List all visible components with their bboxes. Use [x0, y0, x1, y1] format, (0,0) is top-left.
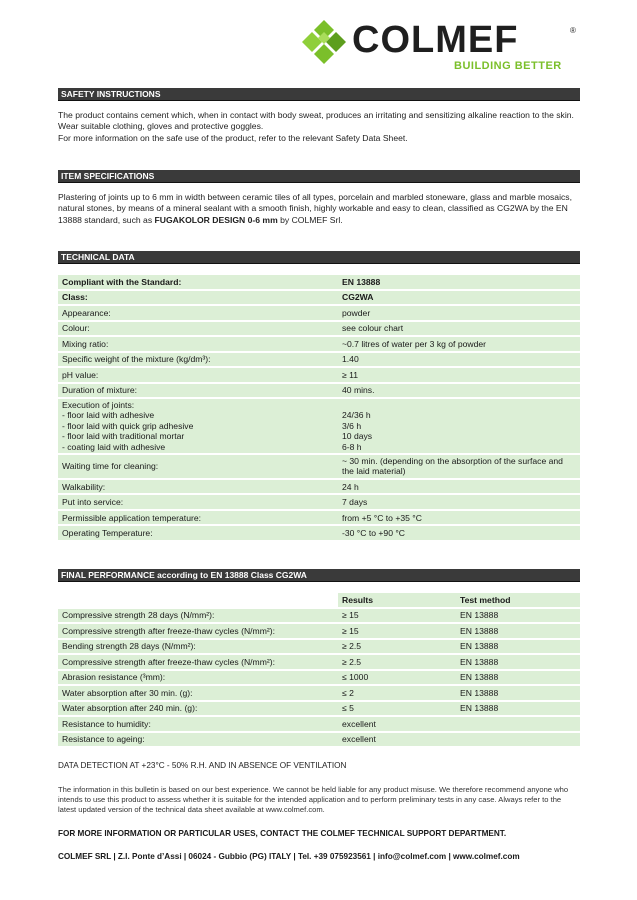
table-row: [58, 495, 580, 509]
table-row: [58, 655, 580, 669]
row-label: Specific weight of the mixture (kg/dm³):: [58, 353, 338, 367]
row-method: EN 13888: [456, 671, 580, 685]
table-row: [58, 384, 580, 398]
table-row: [58, 526, 580, 540]
execution-item-value: 6-8 h: [342, 441, 362, 452]
row-result: excellent: [338, 717, 456, 731]
row-value: powder: [338, 306, 580, 320]
row-label: Compressive strength after freeze-thaw cycles (N/mm²):: [58, 655, 338, 669]
row-label: Water absorption after 30 min. (g):: [58, 686, 338, 700]
item-specs-section: [58, 170, 580, 226]
row-value: from +5 °C to +35 °C: [338, 511, 580, 525]
item-specs-text: [58, 192, 580, 226]
row-method: EN 13888: [456, 609, 580, 623]
row-value: 40 mins.: [338, 384, 580, 398]
table-row: [58, 511, 580, 525]
row-result: ≥ 2.5: [338, 655, 456, 669]
row-result: ≤ 5: [338, 702, 456, 716]
table-row: [58, 480, 580, 494]
technical-heading: TECHNICAL DATA: [58, 251, 580, 264]
row-result: ≤ 2: [338, 686, 456, 700]
table-row: [58, 368, 580, 382]
row-label: Resistance to humidity:: [58, 717, 338, 731]
row-value: 7 days: [338, 495, 580, 509]
row-label: Waiting time for cleaning:: [58, 455, 338, 478]
execution-item-value: 24/36 h: [342, 410, 371, 421]
table-row: [58, 306, 580, 320]
technical-table: [58, 273, 580, 542]
item-specs-text-after: by COLMEF Srl.: [277, 214, 343, 225]
execution-label: Execution of joints:: [62, 400, 135, 410]
diamond-logo-icon: [300, 18, 348, 66]
row-label: Bending strength 28 days (N/mm²):: [58, 640, 338, 654]
execution-item-label: - coating laid with adhesive: [62, 441, 166, 452]
row-method: EN 13888: [456, 702, 580, 716]
table-row: [58, 455, 580, 478]
execution-item-label: - floor laid with traditional mortar: [62, 431, 185, 442]
row-label: Appearance:: [58, 306, 338, 320]
row-label: pH value:: [58, 368, 338, 382]
table-header-row: [58, 593, 580, 607]
registered-mark: ®: [570, 26, 576, 35]
safety-heading: SAFETY INSTRUCTIONS: [58, 88, 580, 101]
execution-item-label: - floor laid with adhesive: [62, 410, 155, 421]
table-row: [58, 671, 580, 685]
row-label: Compressive strength after freeze-thaw cycles (N/mm²):: [58, 624, 338, 638]
row-value: 1.40: [338, 353, 580, 367]
row-label: Resistance to ageing:: [58, 733, 338, 747]
table-row: [58, 624, 580, 638]
technical-section: [58, 251, 580, 542]
table-row: [58, 702, 580, 716]
table-row: [58, 640, 580, 654]
execution-item-label: - floor laid with quick grip adhesive: [62, 420, 194, 431]
row-value: ≥ 11: [338, 368, 580, 382]
table-row: [58, 337, 580, 351]
logo-tagline: BUILDING BETTER: [454, 60, 562, 72]
row-label: Walkability:: [58, 480, 338, 494]
table-row: [58, 399, 580, 453]
execution-item-value: 3/6 h: [342, 420, 362, 431]
logo-wordmark: COLMEF: [352, 19, 519, 61]
row-label: Mixing ratio:: [58, 337, 338, 351]
row-label: Water absorption after 240 min. (g):: [58, 702, 338, 716]
contact-support-line: FOR MORE INFORMATION OR PARTICULAR USES, CONTACT THE COLMEF TECHNICAL SUPPORT DEPARTMENT.: [58, 829, 507, 838]
row-label: Duration of mixture:: [58, 384, 338, 398]
results-header: Results: [338, 593, 456, 607]
table-row: [58, 733, 580, 747]
row-result: ≤ 1000: [338, 671, 456, 685]
row-result: ≥ 15: [338, 624, 456, 638]
row-method: EN 13888: [456, 686, 580, 700]
safety-line-2: For more information on the safe use of the product, refer to the relevant Safety Data Sheet.: [58, 132, 408, 143]
item-specs-text-before: Plastering of joints up to 6 mm in width between ceramic tiles of all types, porcelain and marbled stoneware, glass and marble mosaics, natural stones, by means of a mineral sealant with a smooth finish, highly workable and easy to clean, classified as CG2WA by the EN 13888 standard, such as: [58, 192, 572, 225]
item-specs-heading: ITEM SPECIFICATIONS: [58, 170, 580, 183]
disclaimer-text: The information in this bulletin is based on our best experience. We cannot be held liable for any product misuse. We therefore recommend anyone who intends to use this product to assess whether it is suitable for the intended application and to perform preliminary tests in any case. Always refer to the latest updated version of the technical data sheet available at www.colmef.com.: [58, 785, 569, 815]
row-label: Operating Temperature:: [58, 526, 338, 540]
row-label: Colour:: [58, 322, 338, 336]
performance-table: [58, 591, 580, 748]
company-info-line: COLMEF SRL | Z.I. Ponte d’Assi | 06024 - Gubbio (PG) ITALY | Tel. +39 075923561 | info@colmef.com | www.colmef.com: [58, 852, 520, 861]
row-value: ~ 30 min. (depending on the absorption of the surface and the laid material): [338, 455, 580, 478]
performance-heading: FINAL PERFORMANCE according to EN 13888 Class CG2WA: [58, 569, 580, 582]
product-name: FUGAKOLOR DESIGN 0-6 mm: [154, 214, 278, 225]
row-value: -30 °C to +90 °C: [338, 526, 580, 540]
performance-section: [58, 569, 580, 748]
table-row: [58, 275, 580, 289]
row-label: Compressive strength 28 days (N/mm²):: [58, 609, 338, 623]
table-row: [58, 322, 580, 336]
safety-line-1: The product contains cement which, when in contact with body sweat, produces an irritating and sensitizing alkaline reaction to the skin. Wear suitable clothing, gloves and protective goggles.: [58, 110, 574, 132]
execution-item-value: 10 days: [342, 431, 373, 442]
row-result: ≥ 2.5: [338, 640, 456, 654]
safety-section: [58, 88, 580, 144]
table-row: [58, 686, 580, 700]
execution-labels: [58, 399, 338, 453]
row-result: ≥ 15: [338, 609, 456, 623]
execution-values: [338, 399, 580, 453]
row-method: [456, 733, 580, 747]
row-value: ~0.7 litres of water per 3 kg of powder: [338, 337, 580, 351]
row-value: see colour chart: [338, 322, 580, 336]
class-value: CG2WA: [338, 291, 580, 305]
standard-label: Compliant with the Standard:: [58, 275, 338, 289]
colmef-logo: [300, 16, 580, 76]
table-row: [58, 717, 580, 731]
standard-value: EN 13888: [338, 275, 580, 289]
table-row: [58, 609, 580, 623]
row-label: Put into service:: [58, 495, 338, 509]
data-detection-note: DATA DETECTION AT +23°C - 50% R.H. AND IN ABSENCE OF VENTILATION: [58, 761, 347, 770]
row-method: [456, 717, 580, 731]
row-label: Abrasion resistance (³mm):: [58, 671, 338, 685]
row-method: EN 13888: [456, 655, 580, 669]
safety-text: [58, 110, 580, 144]
row-method: EN 13888: [456, 640, 580, 654]
row-value: 24 h: [338, 480, 580, 494]
row-result: excellent: [338, 733, 456, 747]
table-row: [58, 291, 580, 305]
test-method-header: Test method: [456, 593, 580, 607]
row-method: EN 13888: [456, 624, 580, 638]
row-label: Permissible application temperature:: [58, 511, 338, 525]
class-label: Class:: [58, 291, 338, 305]
table-row: [58, 353, 580, 367]
